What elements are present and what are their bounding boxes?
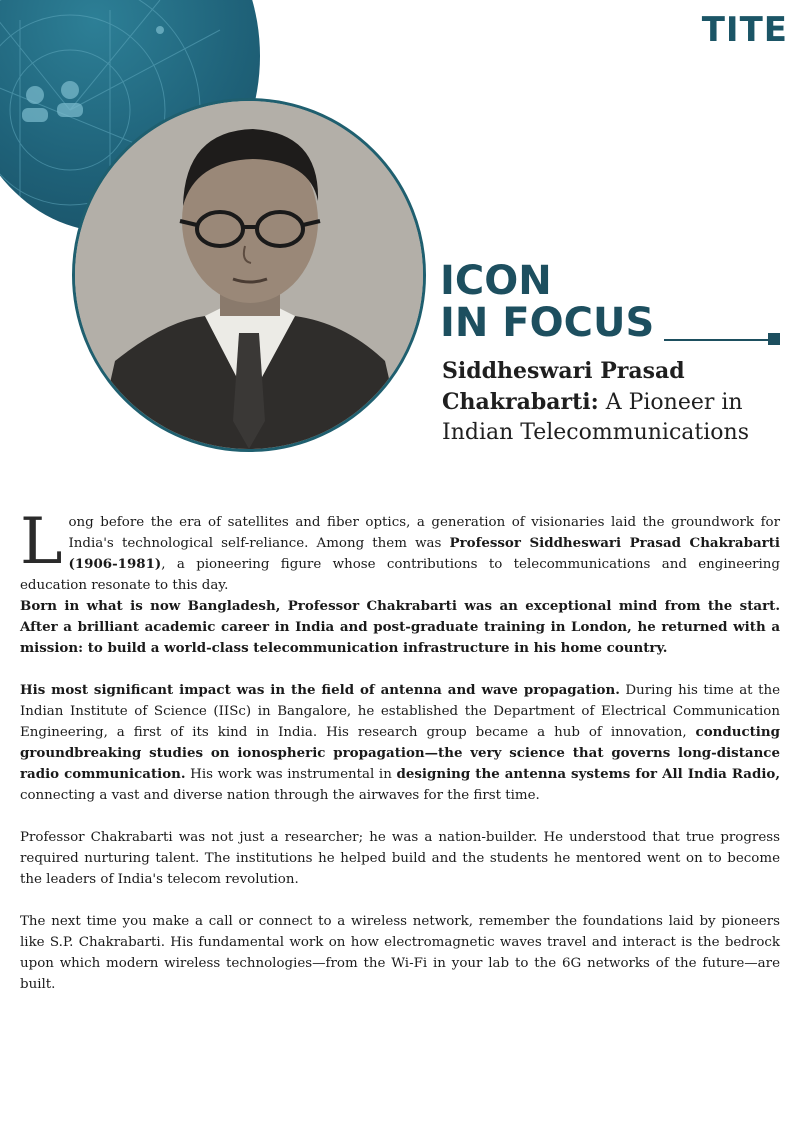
headline-rule [664,339,768,341]
intro-text-2: , a pioneering figure whose contributions to telecommunications and engineering education resonate to this day. [20,557,780,593]
background-bold-text: Born in what is now Bangladesh, Professor Chakrabarti was an exceptional mind from the start. After a brilliant academic career in India and post-graduate training in London, he returned with a mission: to build a world-class telecommunication infrastructure in his home country. [20,598,780,656]
article-body [20,505,781,1016]
subtitle-rest: A Pioneer in Indian Telecommunications [442,390,749,445]
intro-bold-name: Professor Siddheswari Prasad Chakrabarti (1906-1981) [68,535,780,572]
paragraph-impact [20,680,780,806]
impact-text-1: During his time at the Indian Institute of Science (IISc) in Bangalore, he established the Department of Electrical Communication Engineering, a first of its kind in India. His research group became a hub of innovation, [20,683,780,740]
paragraph-intro [20,505,780,596]
impact-bold-3: designing the antenna systems for All India Radio, [396,766,781,782]
portrait-photo [72,98,426,452]
paragraph-closing: The next time you make a call or connect to a wireless network, remember the foundations laid by pioneers like S.P. Chakrabarti. His fundamental work on how electromagnetic waves travel and interact is the bedrock upon which modern wireless technologies—from the Wi-Fi in your lab to the 6G networks of the future—are built. [20,914,780,992]
impact-text-3: connecting a vast and diverse nation through the airwaves for the first time. [20,788,540,803]
subtitle-name: Siddheswari Prasad Chakrabarti: [442,358,685,415]
impact-bold-2: conducting groundbreaking studies on ionospheric propagation—the very science that governs long-distance radio communication. [20,724,780,782]
brand-logo: TITE [701,10,788,50]
article-subtitle [442,356,792,448]
portrait-illustration [75,101,423,449]
intro-text-1: ong before the era of satellites and fiber optics, a generation of visionaries laid the groundwork for India's technological self-reliance. Among them was [68,515,780,551]
headline-line-1: ICON [440,258,552,304]
headline-line-2: IN FOCUS [440,300,655,346]
paragraph-background [20,596,780,659]
impact-bold-1: His most significant impact was in the field of antenna and wave propagation. [20,682,620,698]
drop-cap: L [20,505,63,579]
section-headline [440,260,654,344]
headline-rule-square [768,333,780,345]
paragraph-legacy: Professor Chakrabarti was not just a researcher; he was a nation-builder. He understood that true progress required nurturing talent. The institutions he helped build and the students he mentored went on to become the leaders of India's telecom revolution. [20,830,780,887]
impact-text-2: His work was instrumental in [185,767,397,782]
